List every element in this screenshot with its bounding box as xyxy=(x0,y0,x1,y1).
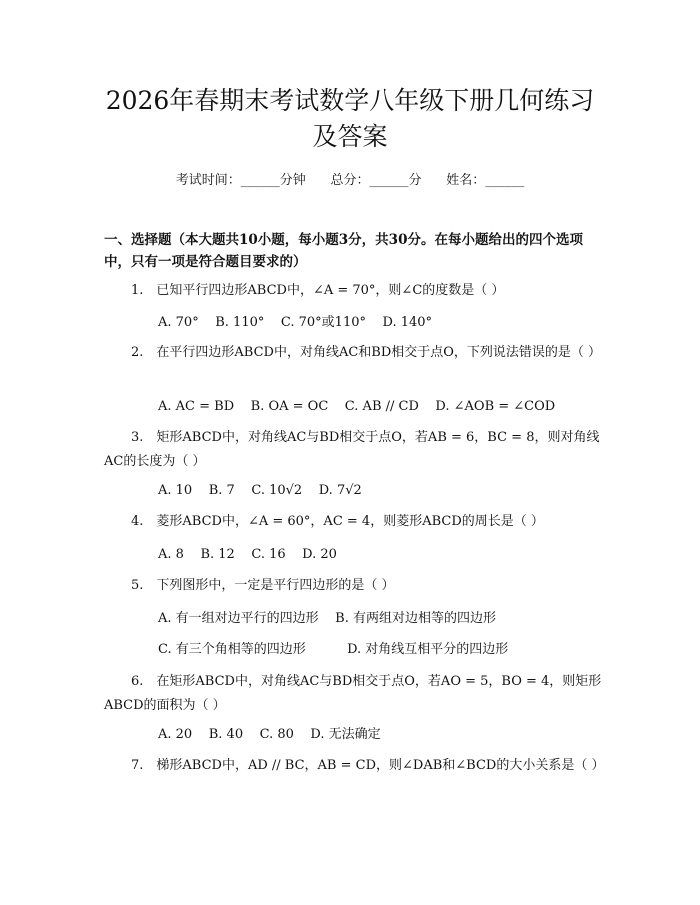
question-5-options-row1: A. 有一组对边平行的四边形 B. 有两组对边相等的四边形 xyxy=(158,611,497,626)
question-4: 4. 菱形ABCD中，∠A = 60°，AC = 4，则菱形ABCD的周长是（ ） xyxy=(131,514,544,529)
question-3-options: A. 10 B. 7 C. 10√2 D. 7√2 xyxy=(158,483,362,498)
question-1-options: A. 70° B. 110° C. 70°或110° D. 140° xyxy=(158,315,433,330)
section-heading: 一、选择题（本大题共10小题，每小题3分，共30分。在每小题给出的四个选项中，只有一项是符合题目要求的） xyxy=(104,232,583,270)
question-5: 5. 下列图形中，一定是平行四边形的是（ ） xyxy=(131,578,395,593)
question-5-options-row2: C. 有三个角相等的四边形 D. 对角线互相平分的四边形 xyxy=(158,642,509,657)
page-title-continued: 及答案 xyxy=(312,122,388,151)
question-4-options: A. 8 B. 12 C. 16 D. 20 xyxy=(158,547,337,562)
question-2-options: A. AC = BD B. OA = OC C. AB // CD D. ∠AOB = ∠COD xyxy=(158,399,556,414)
question-6: 6. 在矩形ABCD中，对角线AC与BD相交于点O，若AO = 5，BO = 4，则矩形ABCD的面积为（ ） xyxy=(104,674,602,713)
question-7: 7. 梯形ABCD中，AD // BC，AB = CD，则∠DAB和∠BCD的大小关系是（ ） xyxy=(131,758,605,773)
exam-info-line: 考试时间：______分钟 总分：______分 姓名：______ xyxy=(175,173,525,188)
question-1: 1. 已知平行四边形ABCD中，∠A = 70°，则∠C的度数是（ ） xyxy=(131,283,505,298)
question-2: 2. 在平行四边形ABCD中，对角线AC和BD相交于点O，下列说法错误的是（ ） xyxy=(131,345,602,360)
question-3: 3. 矩形ABCD中，对角线AC与BD相交于点O，若AB = 6，BC = 8，则对角线AC的长度为（ ） xyxy=(104,430,600,469)
page-title: 2026年春期末考试数学八年级下册几何练习 xyxy=(105,86,595,115)
question-6-options: A. 20 B. 40 C. 80 D. 无法确定 xyxy=(158,727,381,742)
